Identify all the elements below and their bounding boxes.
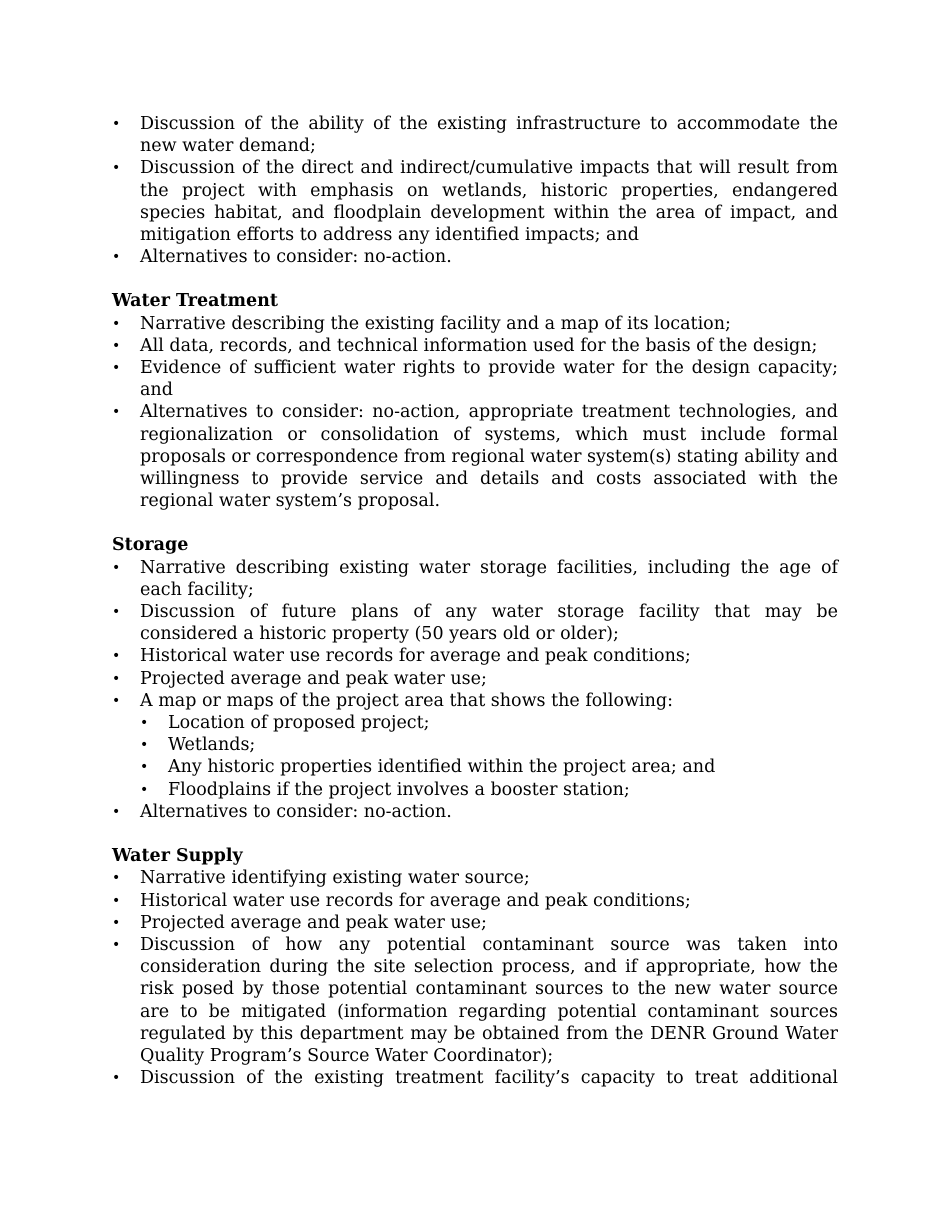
list-item: • Narrative describing existing water storage facilities, including the age of each facility;: [112, 557, 838, 601]
list-item: • Discussion of future plans of any water storage facility that may be considered a historic property (50 years old or older);: [112, 601, 838, 645]
list-item: • Discussion of the existing treatment facility’s capacity to treat additional: [112, 1067, 838, 1089]
list-item: • Projected average and peak water use;: [112, 912, 838, 934]
map-subitems-list: [140, 712, 838, 801]
list-item: • Historical water use records for average and peak conditions;: [112, 890, 838, 912]
document-page: [112, 113, 838, 1089]
list-subitem: • Floodplains if the project involves a booster station;: [140, 779, 838, 801]
water-treatment-heading: Water Treatment: [112, 291, 278, 312]
list-item: • Projected average and peak water use;: [112, 668, 838, 690]
list-item: • Narrative describing the existing facility and a map of its location;: [112, 313, 838, 335]
list-item: • Historical water use records for average and peak conditions;: [112, 645, 838, 667]
list-item: • A map or maps of the project area that shows the following:: [112, 690, 838, 712]
list-item: • Alternatives to consider: no-action.: [112, 801, 838, 823]
list-subitem: • Wetlands;: [140, 734, 838, 756]
list-subitem: • Any historic properties identified within the project area; and: [140, 756, 838, 778]
list-item: • Narrative identifying existing water source;: [112, 867, 838, 889]
list-subitem: • Location of proposed project;: [140, 712, 838, 734]
list-item: • Discussion of how any potential contaminant source was taken into consideration during the site selection process, and if appropriate, how the risk posed by those potential contaminant sources to the new water source are to be mitigated (information regarding potential contaminant sources regulated by this department may be obtained from the DENR Ground Water Quality Program’s Source Water Coordinator);: [112, 934, 838, 1067]
list-item: • Discussion of the direct and indirect/cumulative impacts that will result from the project with emphasis on wetlands, historic properties, endangered species habitat, and floodplain development within the area of impact, and mitigation efforts to address any identified impacts; and: [112, 157, 838, 246]
map-subitems-container: [112, 712, 838, 801]
water-supply-list: [112, 867, 838, 1089]
water-supply-heading: Water Supply: [112, 846, 243, 867]
water-treatment-list: [112, 313, 838, 513]
storage-heading: Storage: [112, 535, 189, 556]
list-item: • Evidence of sufficient water rights to provide water for the design capacity; and: [112, 357, 838, 401]
list-item: • Alternatives to consider: no-action.: [112, 246, 838, 268]
list-item: • Discussion of the ability of the existing infrastructure to accommodate the new water demand;: [112, 113, 838, 157]
list-item: • All data, records, and technical information used for the basis of the design;: [112, 335, 838, 357]
intro-list: [112, 113, 838, 268]
list-item: • Alternatives to consider: no-action, appropriate treatment technologies, and regionalization or consolidation of systems, which must include formal proposals or correspondence from regional water system(s) stating ability and willingness to provide service and details and costs associated with the regional water system’s proposal.: [112, 401, 838, 512]
storage-list: [112, 557, 838, 823]
